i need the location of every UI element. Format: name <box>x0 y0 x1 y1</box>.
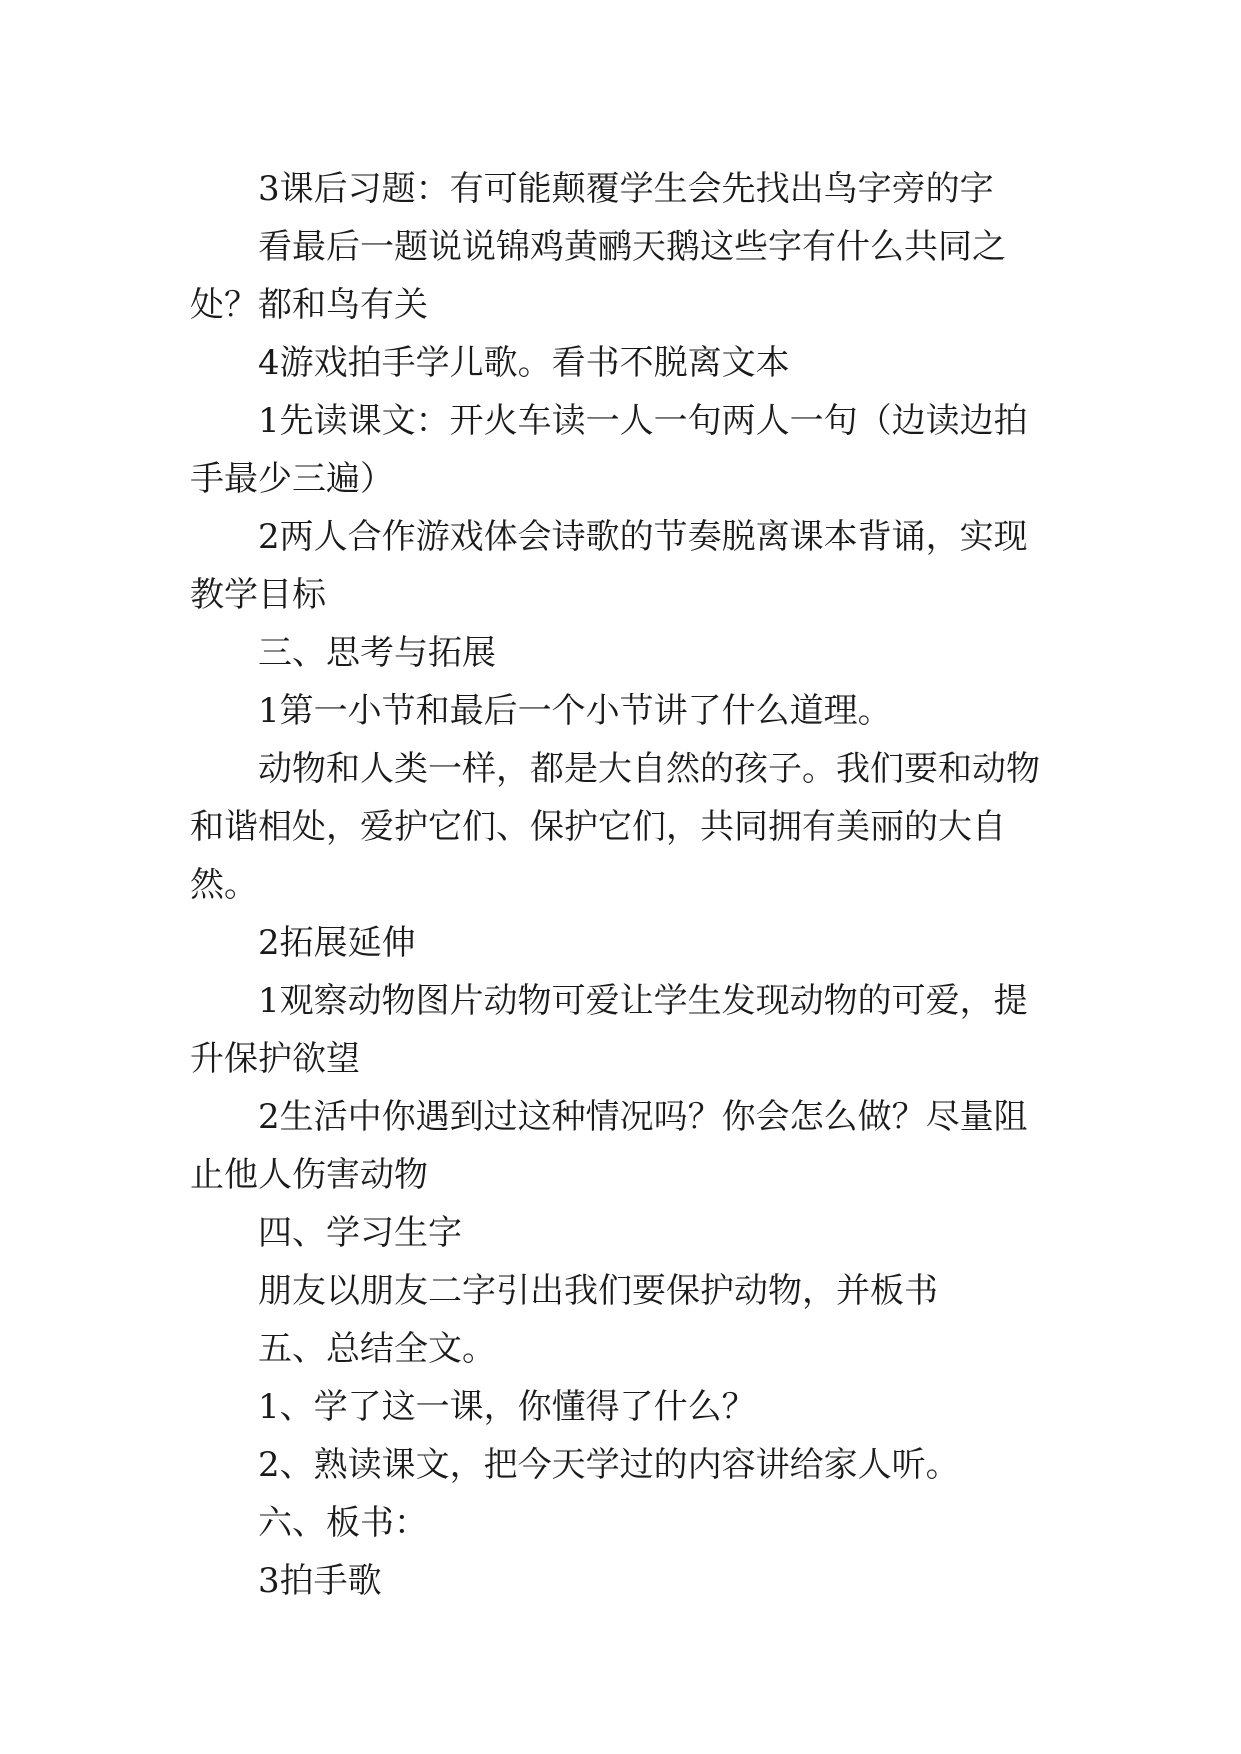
section-heading: 五、总结全文。 <box>258 1329 496 1369</box>
paragraph: 2两人合作游戏体会诗歌的节奏脱离课本背诵，实现教学目标 <box>190 517 1028 615</box>
section-heading: 三、思考与拓展 <box>258 633 496 673</box>
paragraph: 1先读课文：开火车读一人一句两人一句（边读边拍手最少三遍） <box>190 401 1028 499</box>
paragraph: 1、学了这一课，你懂得了什么？ <box>258 1387 756 1427</box>
paragraph: 3课后习题：有可能颠覆学生会先找出鸟字旁的字 <box>258 169 994 209</box>
paragraph: 2拓展延伸 <box>258 923 416 963</box>
section-heading: 四、学习生字 <box>258 1213 462 1253</box>
paragraph: 4游戏拍手学儿歌。看书不脱离文本 <box>258 343 790 383</box>
paragraph: 1观察动物图片动物可爱让学生发现动物的可爱，提升保护欲望 <box>190 981 1028 1079</box>
section-heading: 六、板书： <box>258 1503 428 1543</box>
paragraph: 3拍手歌 <box>258 1561 382 1601</box>
document-body <box>190 160 1060 1610</box>
paragraph: 2、熟读课文，把今天学过的内容讲给家人听。 <box>258 1445 960 1485</box>
paragraph: 看最后一题说说锦鸡黄鹂天鹅这些字有什么共同之处？都和鸟有关 <box>190 227 1006 325</box>
paragraph: 1第一小节和最后一个小节讲了什么道理。 <box>258 691 892 731</box>
paragraph: 动物和人类一样，都是大自然的孩子。我们要和动物和谐相处，爱护它们、保护它们，共同拥有美丽的大自然。 <box>190 749 1040 905</box>
paragraph: 朋友以朋友二字引出我们要保护动物，并板书 <box>258 1271 938 1311</box>
paragraph: 2生活中你遇到过这种情况吗？你会怎么做？尽量阻止他人伤害动物 <box>190 1097 1028 1195</box>
